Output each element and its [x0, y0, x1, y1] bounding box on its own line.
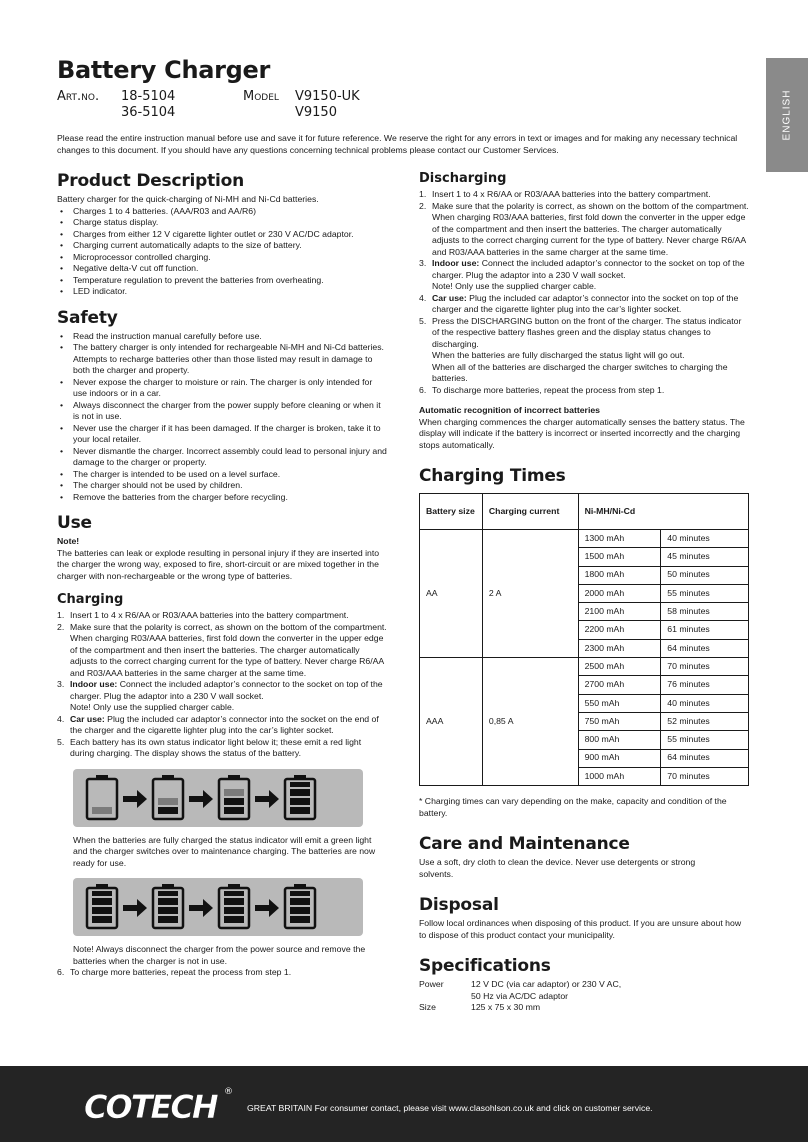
- capacity-cell: 1000 mAh: [578, 767, 661, 785]
- cotech-logo: [82, 1082, 232, 1126]
- spec-label: Size: [419, 1002, 436, 1013]
- registered-mark: ®: [224, 1087, 233, 1097]
- step-text: Each battery has its own status indicator light below it; these emit a red light during charging. The display shows the status of the battery.: [70, 736, 362, 758]
- table-row: [420, 530, 749, 548]
- time-cell: 50 minutes: [661, 566, 749, 584]
- care-title: Care and Maintenance: [419, 834, 630, 855]
- list-item: 3. Indoor use: Connect the included adaptor’s connector to the socket on top of the charger. Plug the adaptor into a 230 V wall socket. Note! Only use the supplied charger cable.: [419, 258, 745, 291]
- spec-label: Power: [419, 979, 444, 990]
- product-intro: Battery charger for the quick-charging of Ni-MH and Ni-Cd batteries.: [57, 194, 319, 204]
- capacity-cell: 1500 mAh: [578, 548, 661, 566]
- care-text: Use a soft, dry cloth to clean the device. Never use detergents or strong solvents.: [419, 857, 696, 879]
- discharging-steps: [419, 189, 749, 396]
- spec-power-line2: 50 Hz via AC/DC adaptor: [471, 990, 569, 1001]
- time-cell: 61 minutes: [661, 621, 749, 639]
- list-item: • The charger is intended to be used on a level surface.: [57, 469, 387, 481]
- step-text: Insert 1 to 4 x R6/AA or R03/AAA batteries into the battery compartment.: [70, 610, 349, 620]
- auto-recognition-text: When charging commences the charger automatically senses the battery status. The display will indicate if the battery is incorrect or inserted incorrectly and the charging stops automatically.: [419, 416, 745, 450]
- aa-current: 2 A: [482, 530, 578, 658]
- logo-text: COTECH: [84, 1088, 217, 1126]
- discharging-title: Discharging: [419, 171, 507, 186]
- capacity-cell: 2500 mAh: [578, 658, 661, 676]
- spec-row-size: [419, 1002, 749, 1014]
- spec-value: 125 x 75 x 30 mm: [471, 1002, 541, 1013]
- list-item: • Temperature regulation to prevent the batteries from overheating.: [57, 275, 387, 287]
- auto-recognition-title: Automatic recognition of incorrect batteries: [419, 405, 601, 415]
- safety-list: [57, 331, 387, 504]
- step-text: Plug the included car adaptor’s connector into the socket on top of the charger and the cigarette lighter plug into the car’s lighter socket.: [432, 292, 739, 314]
- model-1: V9150-UK: [295, 89, 360, 104]
- step-bold: Indoor use:: [70, 679, 118, 689]
- time-cell: 70 minutes: [661, 767, 749, 785]
- capacity-cell: 2000 mAh: [578, 584, 661, 602]
- capacity-cell: 2300 mAh: [578, 639, 661, 657]
- step-text: Connect the included adaptor’s connector to the socket on top of the charger. Plug the adaptor into a 230 V wall socket.: [432, 258, 745, 280]
- use-note: The batteries can leak or explode resulting in personal injury if they are inserted into the charger the wrong way, exposed to fire, short-circuit or are mixed together in the charger with non-rechargeable or the wrong type of batteries.: [57, 547, 380, 581]
- aa-size: AA: [420, 530, 483, 658]
- step-text: Plug the included car adaptor’s connector into the socket on the end of the charger and the cigarette lighter plug into the car’s lighter socket.: [70, 713, 379, 735]
- model-spacer: [243, 105, 295, 121]
- list-item: 1. Insert 1 to 4 x R6/AA or R03/AAA batteries into the battery compartment.: [57, 610, 349, 620]
- step-text: To discharge more batteries, repeat the process from step 1.: [432, 384, 665, 395]
- product-title: Product Description: [57, 171, 245, 191]
- header-nimh-nicd: Ni-MH/Ni-Cd: [578, 494, 748, 530]
- time-cell: 40 minutes: [661, 694, 749, 712]
- list-item: • Read the instruction manual carefully before use.: [57, 331, 387, 343]
- after-full-text: When the batteries are fully charged the status indicator will emit a green light and the charger switches over to maintenance charging. The batteries are now ready for use.: [73, 834, 376, 868]
- header-charging-current: Charging current: [482, 494, 578, 530]
- time-cell: 70 minutes: [661, 658, 749, 676]
- step-note: Note! Only use the supplied charger cable.: [70, 702, 235, 712]
- table-row: [420, 658, 749, 676]
- use-note-label: Note!: [57, 536, 80, 546]
- left-column: [57, 170, 387, 979]
- disposal-title: Disposal: [419, 895, 499, 916]
- safety-section: [57, 307, 387, 504]
- time-cell: 55 minutes: [661, 731, 749, 749]
- step-text: When charging R03/AAA batteries, first fold down the converter in the upper edge of the compartment and then insert the batteries. The charger automatically adjusts to the correct charging current for the type of battery. Never charge R6/AA and R03/AAA batteries in the same charger at the same time.: [432, 212, 746, 257]
- step-text: Connect the included adaptor’s connector to the socket on top of the charger. Plug the adaptor into a 230 V wall socket.: [70, 679, 383, 701]
- time-cell: 40 minutes: [661, 530, 749, 548]
- list-item: • Charges from either 12 V cigarette lighter outlet or 230 V AC/DC adaptor.: [57, 229, 387, 241]
- disposal-section: [419, 894, 749, 941]
- table-header-row: [420, 494, 749, 530]
- footer: [0, 1066, 808, 1142]
- time-cell: 64 minutes: [661, 749, 749, 767]
- list-item: • Microprocessor controlled charging.: [57, 252, 387, 264]
- art-no-label: Art.no.: [57, 89, 100, 104]
- step-text: Insert 1 to 4 x R6/AA or R03/AAA batteries into the battery compartment.: [432, 189, 711, 199]
- product-section: [57, 170, 387, 298]
- article-numbers: [57, 89, 360, 121]
- aaa-size: AAA: [420, 658, 483, 786]
- list-item: • Charges 1 to 4 batteries. (AAA/R03 and AA/R6): [57, 206, 387, 218]
- art-no-2: 36-5104: [121, 105, 176, 120]
- header-battery-size: Battery size: [420, 494, 483, 530]
- charging-progress-illustration: [73, 769, 363, 827]
- step-text: Make sure that the polarity is correct, as shown on the bottom of the compartment.: [432, 200, 749, 211]
- intro-text: Please read the entire instruction manual before use and save it for future reference. We reserve the right for any errors in text or images and for making any necessary technical changes to this document. If you should have any questions concerning technical problems please contact our Customer Services.: [57, 133, 738, 155]
- list-item: 1. Insert 1 to 4 x R6/AA or R03/AAA batteries into the battery compartment.: [419, 189, 711, 199]
- charging-batteries-svg: [73, 769, 363, 827]
- list-item: 5. Press the DISCHARGING button on the front of the charger. The status indicator of the respective battery flashes green and the display status changes to discharging. When the batteries are fully discharged the status light will go out. When all of the batteries are discharged the charger switches to charging the batteries.: [419, 315, 742, 383]
- capacity-cell: 1800 mAh: [578, 566, 661, 584]
- product-list: [57, 206, 387, 298]
- safety-title: Safety: [57, 307, 118, 328]
- charging-times-footnote: * Charging times can vary depending on the make, capacity and condition of the battery.: [419, 796, 727, 818]
- step-bold: Car use:: [432, 292, 467, 303]
- charging-times-section: [419, 465, 749, 819]
- step-text: When all of the batteries are discharged the charger switches to charging the batteries.: [432, 361, 728, 383]
- list-item: • LED indicator.: [57, 286, 387, 298]
- list-item: • The charger should not be used by children.: [57, 480, 387, 492]
- list-item: 6. To charge more batteries, repeat the process from step 1.: [57, 967, 292, 977]
- step-text: When the batteries are fully discharged the status light will go out.: [432, 350, 685, 360]
- capacity-cell: 2200 mAh: [578, 621, 661, 639]
- list-item: 2. Make sure that the polarity is correct, as shown on the bottom of the compartment. When charging R03/AAA batteries, first fold down the converter in the upper edge of the compartment and then insert the batteries. The charger automatically adjusts to the correct charging current for the type of battery. Never charge R6/AA and R03/AAA batteries in the same charger at the same time.: [57, 621, 387, 678]
- spec-row-power: [419, 979, 749, 1002]
- list-item: • Charging current automatically adapts to the size of battery.: [57, 240, 387, 252]
- specs-section: [419, 955, 749, 1014]
- step-note: Note! Only use the supplied charger cable.: [432, 281, 597, 291]
- disconnect-note: Note! Always disconnect the charger from the power source and remove the batteries when the charger is not in use.: [73, 944, 366, 966]
- step-bold: Indoor use:: [432, 258, 480, 268]
- use-title: Use: [57, 513, 92, 533]
- model-2: V9150: [295, 105, 337, 120]
- list-item: • Negative delta-V cut off function.: [57, 263, 387, 275]
- specs-title: Specifications: [419, 956, 551, 977]
- capacity-cell: 800 mAh: [578, 731, 661, 749]
- charging-steps: [57, 610, 387, 760]
- list-item: • Charge status display.: [57, 217, 387, 229]
- time-cell: 64 minutes: [661, 639, 749, 657]
- list-item: • Remove the batteries from the charger before recycling.: [57, 492, 387, 504]
- capacity-cell: 1300 mAh: [578, 530, 661, 548]
- capacity-cell: 2100 mAh: [578, 603, 661, 621]
- list-item: • Never dismantle the charger. Incorrect assembly could lead to personal injury and damage to the charger or property.: [57, 446, 387, 469]
- charging-times-table: [419, 493, 749, 786]
- list-item: 2. Make sure that the polarity is correct, as shown on the bottom of the compartment. When charging R03/AAA batteries, first fold down the converter in the upper edge of the compartment and then insert the batteries. The charger automatically adjusts to the correct charging current for the type of battery. Never charge R6/AA and R03/AAA batteries in the same charger at the same time.: [419, 200, 749, 257]
- spacer: [419, 396, 749, 405]
- list-item: • The battery charger is only intended for rechargeable Ni-MH and Ni-Cd batteries. Attempts to recharge batteries other than those listed may result in damage to both the charger and property.: [57, 342, 387, 377]
- list-item: 3. Indoor use: Connect the included adaptor’s connector to the socket on top of the charger. Plug the adaptor into a 230 V wall socket. Note! Only use the supplied charger cable.: [57, 679, 383, 712]
- capacity-cell: 550 mAh: [578, 694, 661, 712]
- care-section: [419, 833, 749, 880]
- step-bold: Car use:: [70, 713, 105, 724]
- capacity-cell: 750 mAh: [578, 712, 661, 730]
- charging-title: Charging: [57, 592, 124, 607]
- capacity-cell: 2700 mAh: [578, 676, 661, 694]
- step-text: Make sure that the polarity is correct, as shown on the bottom of the compartment. When charging R03/AAA batteries, first fold down the converter in the upper edge of the compartment and then insert the batteries. The charger automatically adjusts to the correct charging current for the type of battery. Never charge R6/AA and R03/AAA batteries in the same charger at the same time.: [70, 621, 387, 678]
- charging-section: [57, 591, 387, 979]
- use-section: [57, 512, 387, 582]
- footer-text: GREAT BRITAIN For consumer contact, please visit www.clasohlson.co.uk and click on customer service.: [247, 1103, 653, 1113]
- time-cell: 45 minutes: [661, 548, 749, 566]
- discharging-section: [419, 170, 749, 451]
- time-cell: 76 minutes: [661, 676, 749, 694]
- list-item: 5. Each battery has its own status indicator light below it; these emit a red light during charging. The display shows the status of the battery.: [57, 736, 362, 758]
- spec-value: [471, 979, 621, 1002]
- capacity-cell: 900 mAh: [578, 749, 661, 767]
- list-item: • Always disconnect the charger from the power supply before cleaning or when it is not in use.: [57, 400, 387, 423]
- list-item: 4. Car use: Plug the included car adaptor’s connector into the socket on top of the charger and the cigarette lighter plug into the car’s lighter socket.: [419, 292, 739, 314]
- art-no-1: 18-5104: [121, 89, 176, 104]
- list-item: • Never use the charger if it has been damaged. If the charger is broken, take it to your local retailer.: [57, 423, 387, 446]
- time-cell: 58 minutes: [661, 603, 749, 621]
- list-item: • Never expose the charger to moisture or rain. The charger is only intended for use indoors or in a car.: [57, 377, 387, 400]
- maintenance-illustration: [73, 878, 363, 936]
- step-text: Press the DISCHARGING button on the front of the charger. The status indicator of the respective battery flashes green and the display status changes to discharging.: [432, 315, 742, 349]
- right-column: [419, 170, 749, 1014]
- language-tab: [766, 58, 808, 172]
- charging-times-title: Charging Times: [419, 466, 566, 486]
- aaa-current: 0,85 A: [482, 658, 578, 786]
- charging-steps-end: [57, 967, 387, 979]
- page-title: Battery Charger: [57, 56, 271, 84]
- art-no-spacer: [57, 105, 121, 121]
- model-label: Model: [243, 89, 279, 104]
- list-item: 6. To discharge more batteries, repeat the process from step 1.: [419, 384, 665, 395]
- language-tab-label: ENGLISH: [781, 89, 793, 141]
- time-cell: 55 minutes: [661, 584, 749, 602]
- time-cell: 52 minutes: [661, 712, 749, 730]
- disposal-text: Follow local ordinances when disposing of this product. If you are unsure about how to dispose of this product contact your municipality.: [419, 918, 742, 940]
- spec-power-line1: 12 V DC (via car adaptor) or 230 V AC,: [471, 979, 622, 990]
- full-batteries-svg: [73, 878, 363, 936]
- list-item: 4. Car use: Plug the included car adaptor’s connector into the socket on the end of the charger and the cigarette lighter plug into the car’s lighter socket.: [57, 713, 379, 735]
- step-text: To charge more batteries, repeat the process from step 1.: [70, 967, 292, 977]
